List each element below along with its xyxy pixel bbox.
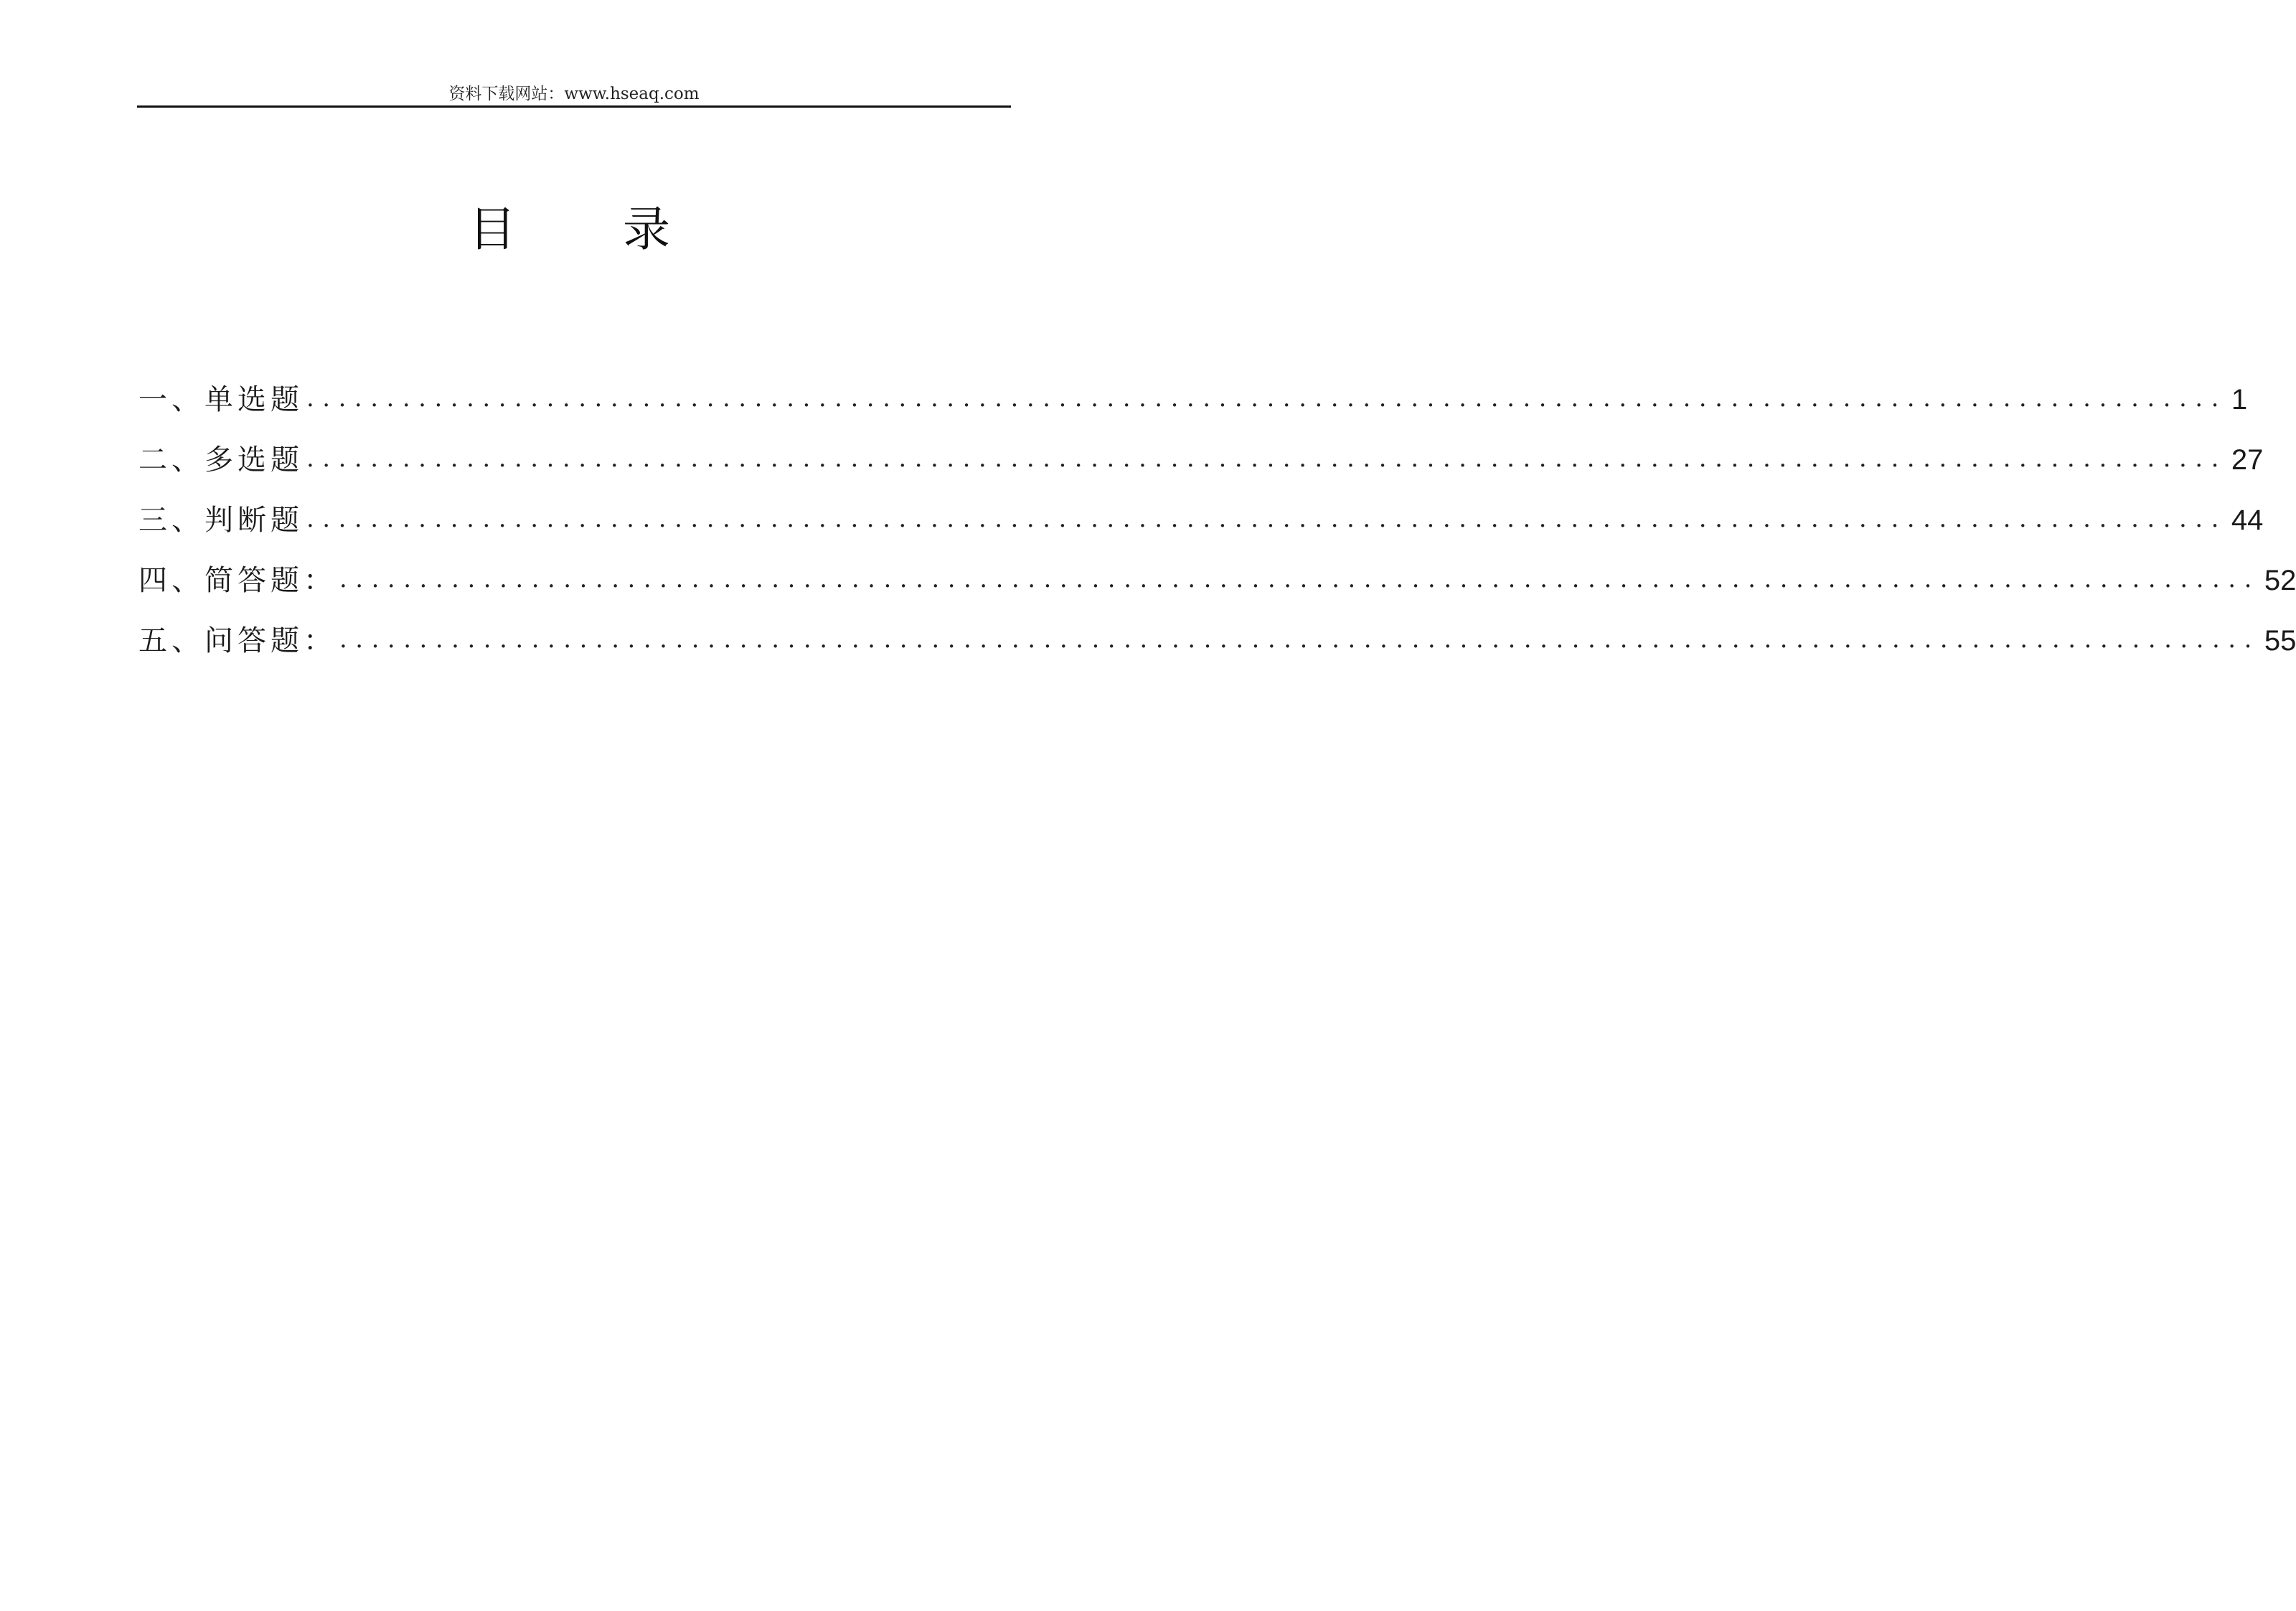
toc-entry-page: 27 <box>2231 444 2264 476</box>
toc-entry-multiple-choice[interactable] <box>138 430 2264 490</box>
toc-leader-dots: ........................................................................................................................ <box>306 504 2227 533</box>
toc-entry-page: 52 <box>2264 565 2296 596</box>
toc-leader-dots: ........................................................................................................................ <box>306 444 2227 473</box>
toc-entry-essay-question[interactable] <box>138 611 2296 671</box>
toc-entry-label: 二、多选题 <box>138 443 304 476</box>
toc-entry-label: 三、判断题 <box>138 504 304 537</box>
toc-entry-label: 四、简答题： <box>138 564 337 597</box>
toc-title: 目 录 <box>469 202 716 257</box>
toc-entry-true-false[interactable] <box>138 490 2264 550</box>
toc-leader-dots: ........................................................................................................................ <box>306 384 2227 413</box>
toc-entry-page: 1 <box>2231 384 2248 415</box>
toc-entry-single-choice[interactable] <box>138 370 2248 430</box>
header-divider <box>137 105 1011 108</box>
table-of-contents <box>138 370 2296 671</box>
toc-entry-label: 五、问答题： <box>138 624 337 657</box>
header-site-text: 资料下载网站：www.hseaq.com <box>448 85 700 103</box>
toc-entry-label: 一、单选题 <box>138 383 304 416</box>
toc-leader-dots: ........................................................................................................................ <box>339 625 2260 654</box>
toc-entry-short-answer[interactable] <box>138 550 2296 611</box>
toc-leader-dots: ........................................................................................................................ <box>339 565 2260 593</box>
page-header <box>137 80 1011 108</box>
toc-entry-page: 44 <box>2231 504 2264 536</box>
toc-entry-page: 55 <box>2264 625 2296 657</box>
